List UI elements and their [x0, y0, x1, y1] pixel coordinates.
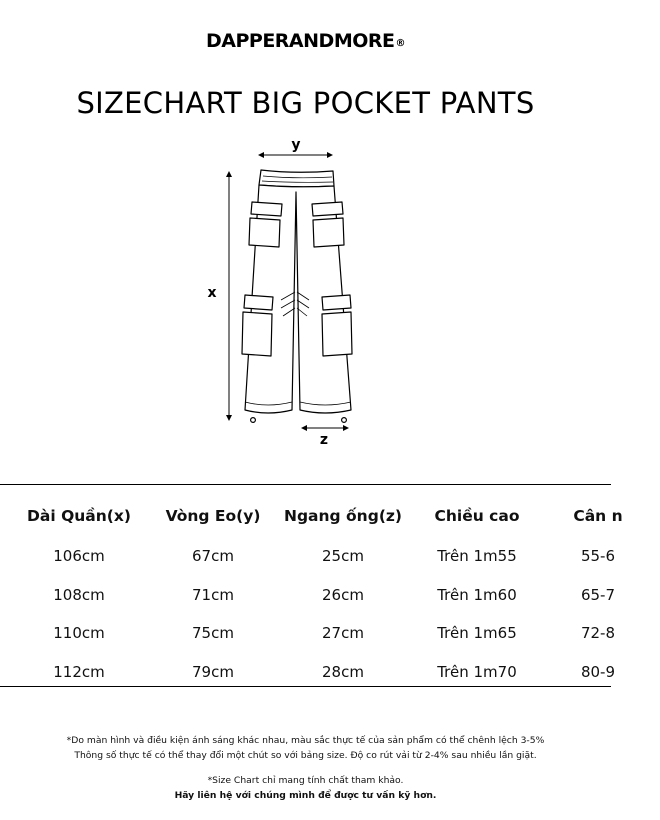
- note-color-variance: *Do màn hình và điều kiện ánh sáng khác nhau, màu sắc thực tế của sản phẩm có thể chênh lệch 3-5%: [66, 735, 545, 746]
- footnotes: [0, 733, 611, 803]
- pants-diagram: [195, 130, 375, 450]
- brand-name: DAPPERANDMORE: [206, 30, 395, 52]
- table-cell: 26cm: [322, 585, 364, 604]
- measure-label-x: x: [207, 285, 217, 301]
- measure-label-y: y: [291, 137, 301, 153]
- header-height: Chiều cao: [434, 507, 520, 525]
- table-cell: 108cm: [53, 585, 105, 604]
- table-cell: 80-9: [580, 662, 616, 681]
- pants-illustration: [242, 170, 352, 422]
- header-leg-opening: Ngang ống(z): [283, 507, 403, 525]
- table-header-row: [0, 495, 660, 537]
- table-cell: Trên 1m55: [437, 547, 517, 566]
- table-cell: Trên 1m70: [437, 662, 517, 681]
- note-reference-only: *Size Chart chỉ mang tính chất tham khảo.: [207, 775, 404, 786]
- table-cell: Trên 1m60: [437, 585, 517, 604]
- page-title: SIZECHART BIG POCKET PANTS: [76, 86, 535, 120]
- header-length: Dài Quần(x): [27, 507, 131, 525]
- size-table: [0, 495, 660, 691]
- table-cell: 110cm: [53, 624, 105, 643]
- note-contact: Hãy liên hệ với chúng mình để được tư vấn kỹ hơn.: [174, 790, 437, 801]
- table-row: [0, 576, 660, 615]
- table-cell: 28cm: [322, 662, 364, 681]
- table-cell: 79cm: [192, 662, 234, 681]
- table-cell: Trên 1m65: [437, 624, 517, 643]
- table-cell: 65-7: [580, 585, 616, 604]
- table-cell: 25cm: [322, 547, 364, 566]
- table-row: [0, 653, 660, 692]
- table-row: [0, 614, 660, 653]
- table-cell: 55-6: [580, 547, 616, 566]
- table-cell: 27cm: [322, 624, 364, 643]
- table-cell: 67cm: [192, 547, 234, 566]
- table-cell: 106cm: [53, 547, 105, 566]
- header-waist: Vòng Eo(y): [165, 507, 261, 525]
- size-table-container: [0, 484, 623, 687]
- header-weight: Cân n: [573, 507, 623, 525]
- table-cell: 71cm: [192, 585, 234, 604]
- table-row: [0, 537, 660, 576]
- measure-label-z: z: [319, 432, 329, 448]
- registered-mark: ®: [395, 38, 405, 49]
- table-cell: 75cm: [192, 624, 234, 643]
- note-shrinkage: Thông số thực tế có thể thay đổi một chút so với bảng size. Độ co rút vải từ 2-4% sau nhiều lần giặt.: [74, 750, 537, 761]
- table-cell: 112cm: [53, 662, 105, 681]
- table-cell: 72-8: [580, 624, 616, 643]
- brand-logo: [0, 30, 611, 52]
